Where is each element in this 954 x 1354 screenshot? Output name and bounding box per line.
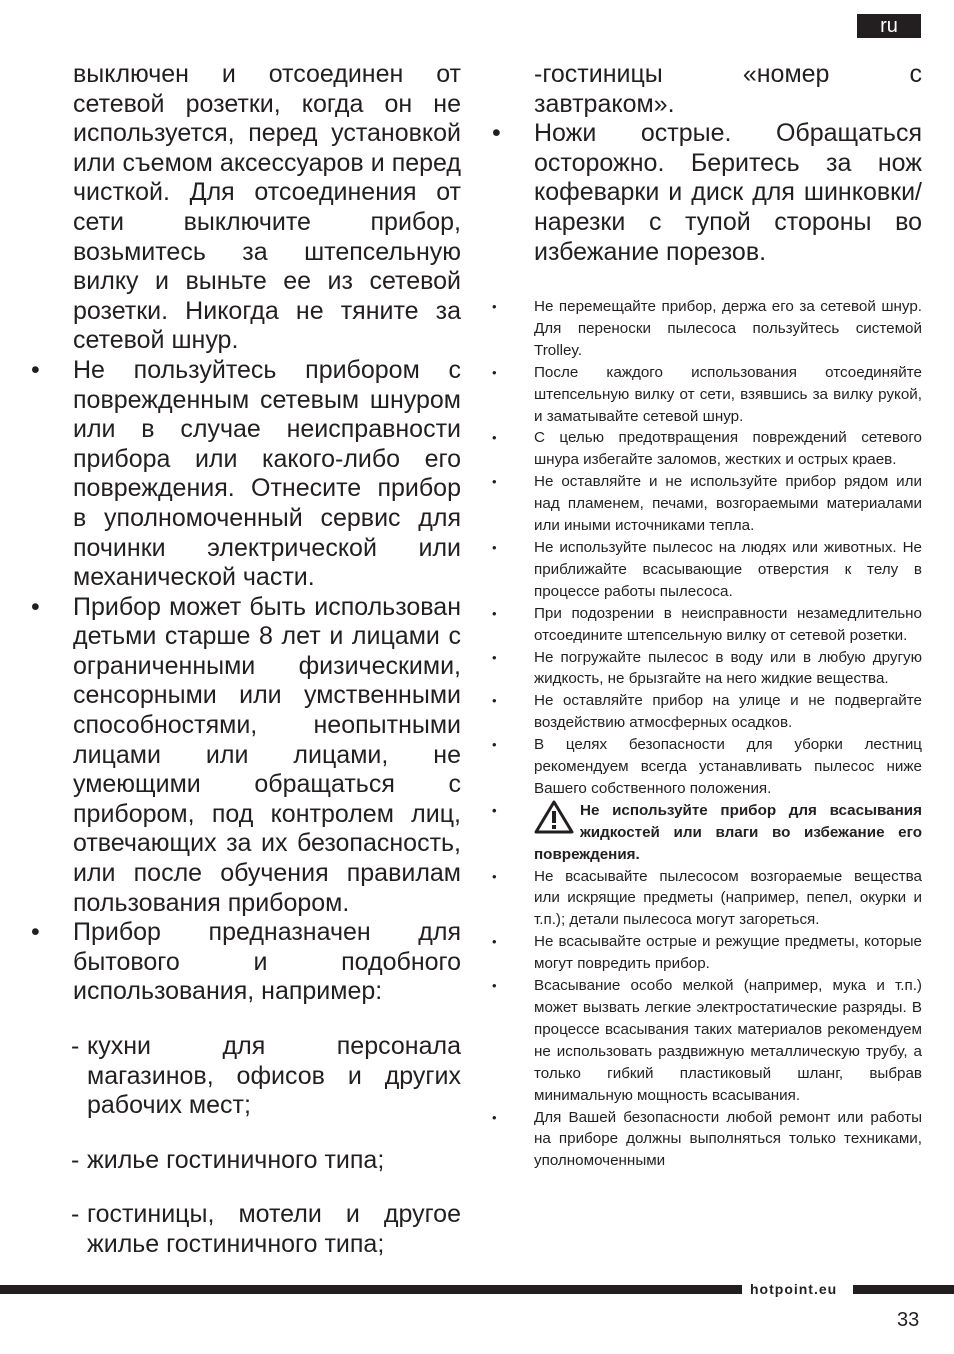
sub-list-item: - гостиницы, мотели и другое жилье гостиничного типа; [71,1200,461,1258]
list-item: • Не всасывайте пылесосом возгораемые вещества или искрящие предметы (например, пепел, окурки и т.п.); детали пылесоса могут загореться. [492,867,922,929]
list-item: • Для Вашей безопасности любой ремонт или работы на приборе должны выполняться только техниками, уполномоченными [492,1108,922,1170]
warning-item: • Не используйте прибор для всасывания жидкостей или влаги во избежание его повреждения. [492,801,922,863]
language-badge: ru [857,14,921,38]
bullet: • [31,918,40,947]
list-item: • При подозрении в неисправности незамедлительно отсоедините штепсельную вилку от сетевой розетки. [492,604,922,644]
continuation-text: -гостиницы «номер с завтраком». [534,60,922,118]
sub-list-item: - жилье гостиничного типа; [71,1145,385,1174]
page-number: 33 [897,1309,920,1331]
list-item: • Ножи острые. Обращаться осторожно. Беритесь за нож кофеварки и диск для шинковки/нарезки с тупой стороны во избежание порезов. [492,119,922,266]
sub-list-item: - кухни для персонала магазинов, офисов и других рабочих мест; [71,1032,461,1120]
list-item: • Не пользуйтесь прибором с поврежденным сетевым шнуром или в случае неисправности прибора или какого-либо его повреждения. Отнесите прибор в уполномоченный сервис для починки электрической или механической части. [31,355,461,592]
intro-paragraph: выключен и отсоединен от сетевой розетки, когда он не используется, перед установкой или съемом аксессуаров и перед чисткой. Для отсоединения от сети выключите прибор, возьмитесь за штепсельную вилку и выньте ее из сетевой розетки. Никогда не тяните за сетевой шнур. [73,60,461,355]
list-item: • Всасывание особо мелкой (например, мука и т.п.) может вызвать легкие электростатические разряды. В процессе всасывания таких материалов рекомендуем не использовать раздвижную металлическую трубу, а только гибкий пластиковый шланг, выбрав минимальную мощность всасывания. [492,977,922,1104]
list-item: • Не погружайте пылесос в воду или в любую другую жидкость, не брызгайте на него жидкие вещества. [492,648,922,688]
right-column-small [492,296,922,1172]
bullet: • [31,592,40,621]
list-item: • Прибор может быть использован детьми старше 8 лет и лицами с ограниченными физическими, сенсорными или умственными способностями, неопытными лицами или лицами, не умеющими обращаться с прибором, под контролем лиц, отвечающих за их безопасность, или после обучения правилам пользования прибором. [31,592,461,917]
list-item: • С целью предотвращения повреждений сетевого шнура избегайте заломов, жестких и острых краев. [492,429,922,469]
warning-triangle-icon [534,800,574,834]
list-item: • Не перемещайте прибор, держа его за сетевой шнур. Для переноски пылесоса пользуйтесь системой Trolley. [492,298,922,359]
list-item: • Не оставляйте прибор на улице и не подвергайте воздействию атмосферных осадков. [492,692,922,732]
right-column-top [492,60,922,267]
list-item: • Не оставляйте и не используйте прибор рядом или над пламенем, печами, возгораемыми материалами или иными источниками тепла. [492,473,922,535]
list-item: • Не всасывайте острые и режущие предметы, которые могут повредить прибор. [492,933,922,973]
list-item: • Не используйте пылесос на людях или животных. Не приближайте всасывающие отверстия к телу в процессе работы пылесоса. [492,538,922,600]
left-column [31,60,461,1285]
list-item: • Прибор предназначен для бытового и подобного использования, например: [31,918,461,1006]
bullet: • [492,119,501,148]
list-item: • После каждого использования отсоединяйте штепсельную вилку от сети, взявшись за вилку рукой, и заматывайте сетевой шнур. [492,363,922,425]
brand-label: hotpoint.eu [750,1281,838,1297]
bullet: • [31,355,40,384]
list-item: • В целях безопасности для уборки лестниц рекомендуем всегда устанавливать пылесос ниже Вашего собственного положения. [492,736,922,797]
